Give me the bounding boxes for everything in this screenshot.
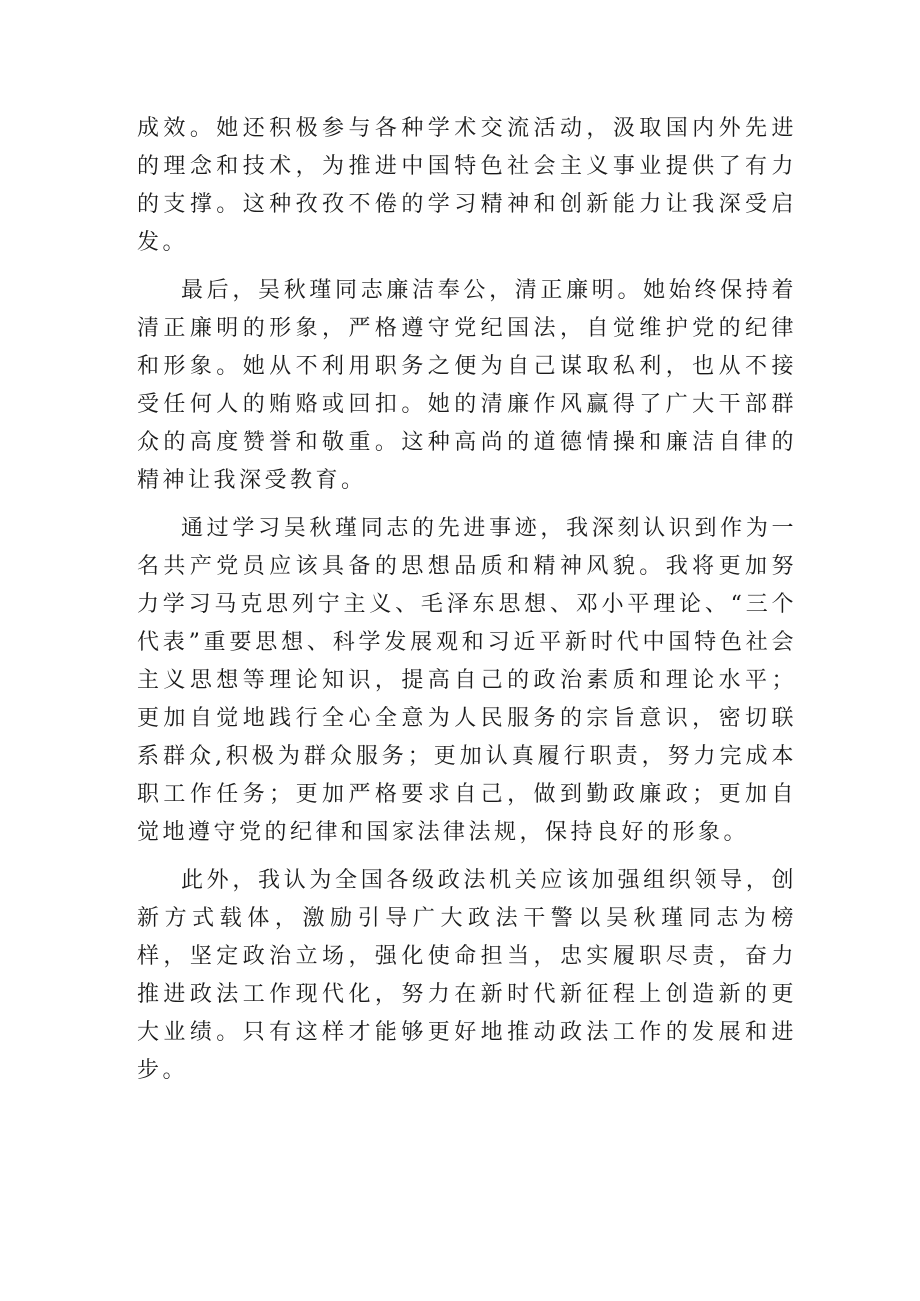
document-body [137,110,797,1090]
paragraph-integrity: 最后，吴秋瑾同志廉洁奉公，清正廉明。她始终保持着清正廉明的形象，严格遵守党纪国法，自觉维护党的纪律和形象。她从不利用职务之便为自己谋取私利，也从不接受任何人的贿赂或回扣。她的清廉作风赢得了广大干部群众的高度赞誉和敬重。这种高尚的道德情操和廉洁自律的精神让我深受教育。 [137,278,797,493]
paragraph-conclusion: 此外，我认为全国各级政法机关应该加强组织领导，创新方式载体，激励引导广大政法干警以吴秋瑾同志为榜样，坚定政治立场，强化使命担当，忠实履职尽责，奋力推进政法工作现代化，努力在新时代新征程上创造新的更大业绩。只有这样才能够更好地推动政法工作的发展和进步。 [137,868,797,1083]
paragraph-reflection: 通过学习吴秋瑾同志的先进事迹，我深刻认识到作为一名共产党员应该具备的思想品质和精神风貌。我将更加努力学习马克思列宁主义、毛泽东思想、邓小平理论、“三个代表”重要思想、科学发展观和习近平新时代中国特色社会主义思想等理论知识，提高自己的政治素质和理论水平；更加自觉地践行全心全意为人民服务的宗旨意识，密切联系群众,积极为群众服务；更加认真履行职责，努力完成本职工作任务；更加严格要求自己，做到勤政廉政；更加自觉地遵守党的纪律和国家法律法规，保持良好的形象。 [137,516,797,845]
paragraph-continuation: 成效。她还积极参与各种学术交流活动，汲取国内外先进的理念和技术，为推进中国特色社会主义事业提供了有力的支撑。这种孜孜不倦的学习精神和创新能力让我深受启发。 [137,116,797,255]
